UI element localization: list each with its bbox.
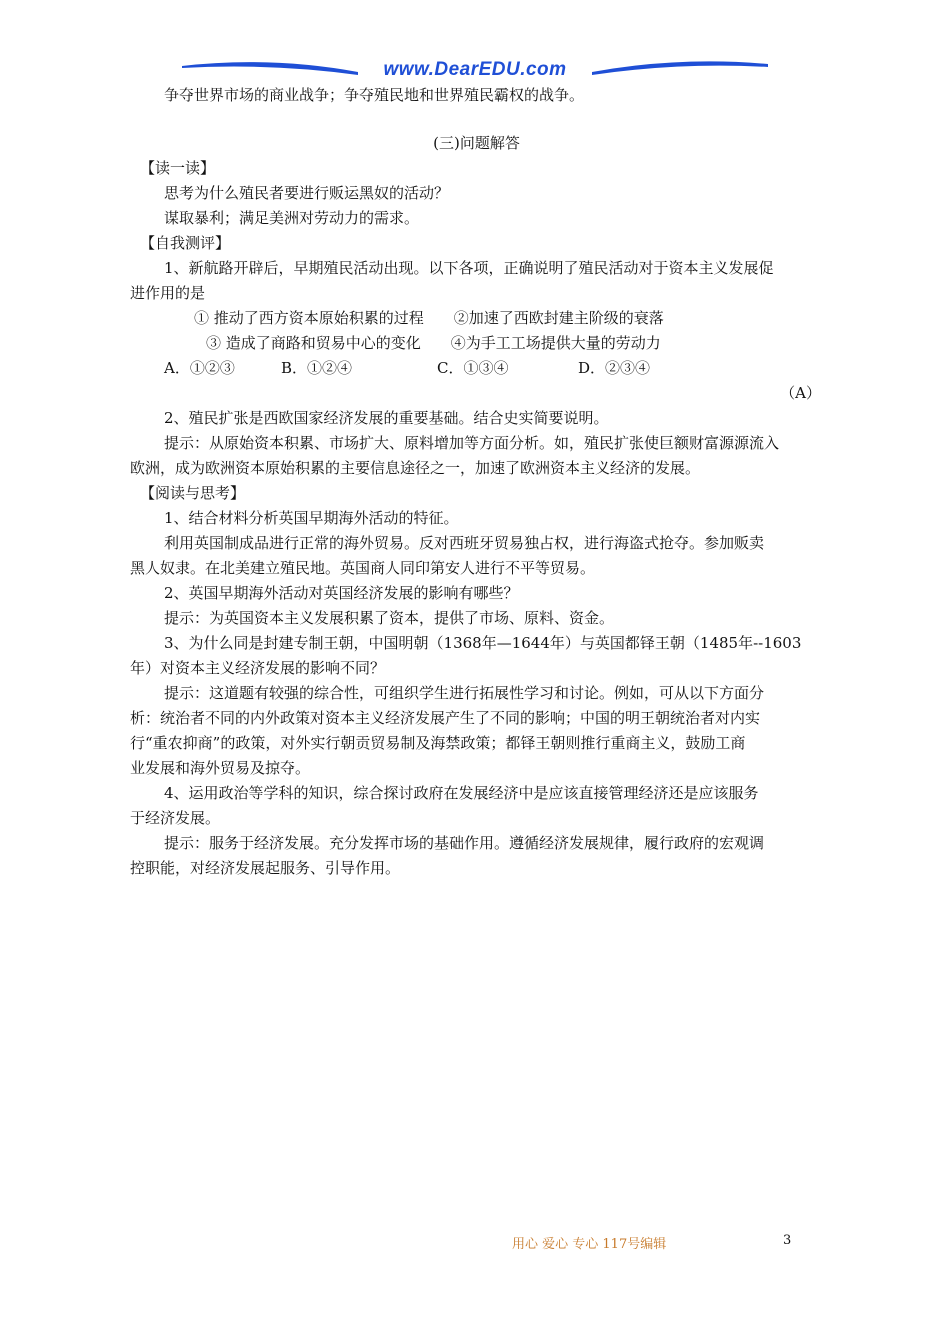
- read-question: 思考为什么殖民者要进行贩运黑奴的活动？: [164, 184, 450, 202]
- think-answer-line: 黑人奴隶。在北美建立殖民地。英国商人同印第安人进行不平等贸易。: [130, 559, 596, 577]
- site-header-banner: [180, 58, 770, 84]
- hint-line: 提示：从原始资本积累、市场扩大、原料增加等方面分析。如，殖民扩张使巨额财富源源流入: [164, 434, 780, 452]
- think-question-4: 于经济发展。: [130, 809, 221, 827]
- options-row: ① 推动了西方资本原始积累的过程 ②加速了西欧封建主阶级的衰落: [194, 309, 664, 327]
- footer-slogan: 用心 爱心 专心 117号编辑: [512, 1237, 667, 1252]
- think-answer-line: 利用英国制成品进行正常的海外贸易。反对西班牙贸易独占权，进行海盗式抢夺。参加贩卖: [164, 534, 765, 552]
- think-answer-line: 析：统治者不同的内外政策对资本主义经济发展产生了不同的影响；中国的明王朝统治者对内实: [130, 709, 761, 727]
- choice-b: B．①②④: [281, 359, 353, 377]
- answer-key: （A）: [780, 384, 821, 402]
- paragraph: 争夺世界市场的商业战争；争夺殖民地和世界殖民霸权的战争。: [164, 86, 585, 104]
- question-1-line: 1、新航路开辟后，早期殖民活动出现。以下各项，正确说明了殖民活动对于资本主义发展促: [164, 259, 774, 277]
- think-answer-line: 提示：服务于经济发展。充分发挥市场的基础作用。遵循经济发展规律，履行政府的宏观调: [164, 834, 765, 852]
- think-answer-2: 提示：为英国资本主义发展积累了资本，提供了市场、原料、资金。: [164, 609, 615, 627]
- document-body: [130, 83, 823, 881]
- read-answer: 谋取暴利；满足美洲对劳动力的需求。: [164, 209, 420, 227]
- question-1-line: 进作用的是: [130, 284, 206, 302]
- read-heading: 【读一读】: [140, 159, 216, 177]
- question-2: 2、殖民扩张是西欧国家经济发展的重要基础。结合史实简要说明。: [164, 409, 609, 427]
- think-question-3: 年）对资本主义经济发展的影响不同？: [130, 659, 386, 677]
- page-number: 3: [783, 1233, 792, 1248]
- choice-d: D．②③④: [578, 359, 651, 377]
- think-question-1: 1、结合材料分析英国早期海外活动的特征。: [164, 509, 459, 527]
- think-answer-line: 控职能，对经济发展起服务、引导作用。: [130, 859, 401, 877]
- section-title: (三)问题解答: [433, 134, 520, 152]
- think-answer-line: 提示：这道题有较强的综合性，可组织学生进行拓展性学习和讨论。例如，可从以下方面分: [164, 684, 765, 702]
- think-question-3: 3、为什么同是封建专制王朝，中国明朝（1368年—1644年）与英国都铎王朝（1485年--1603: [164, 634, 802, 652]
- choice-c: C．①③④: [437, 359, 509, 377]
- think-answer-line: 业发展和海外贸易及掠夺。: [130, 759, 311, 777]
- site-url: www.DearEDU.com: [383, 59, 567, 80]
- think-question-4: 4、运用政治等学科的知识，综合探讨政府在发展经济中是应该直接管理经济还是应该服务: [164, 784, 759, 802]
- think-answer-line: 行“重农抑商”的政策，对外实行朝贡贸易制及海禁政策；都铎王朝则推行重商主义，鼓励工商: [130, 734, 746, 752]
- options-row: ③ 造成了商路和贸易中心的变化 ④为手工工场提供大量的劳动力: [206, 334, 661, 352]
- choice-a: A．①②③: [164, 359, 235, 377]
- think-question-2: 2、英国早期海外活动对英国经济发展的影响有哪些？: [164, 584, 519, 602]
- hint-line: 欧洲，成为欧洲资本原始积累的主要信息途径之一，加速了欧洲资本主义经济的发展。: [130, 459, 701, 477]
- read-think-heading: 【阅读与思考】: [140, 484, 246, 502]
- answer-choices: [130, 356, 823, 381]
- self-test-heading: 【自我测评】: [140, 234, 231, 252]
